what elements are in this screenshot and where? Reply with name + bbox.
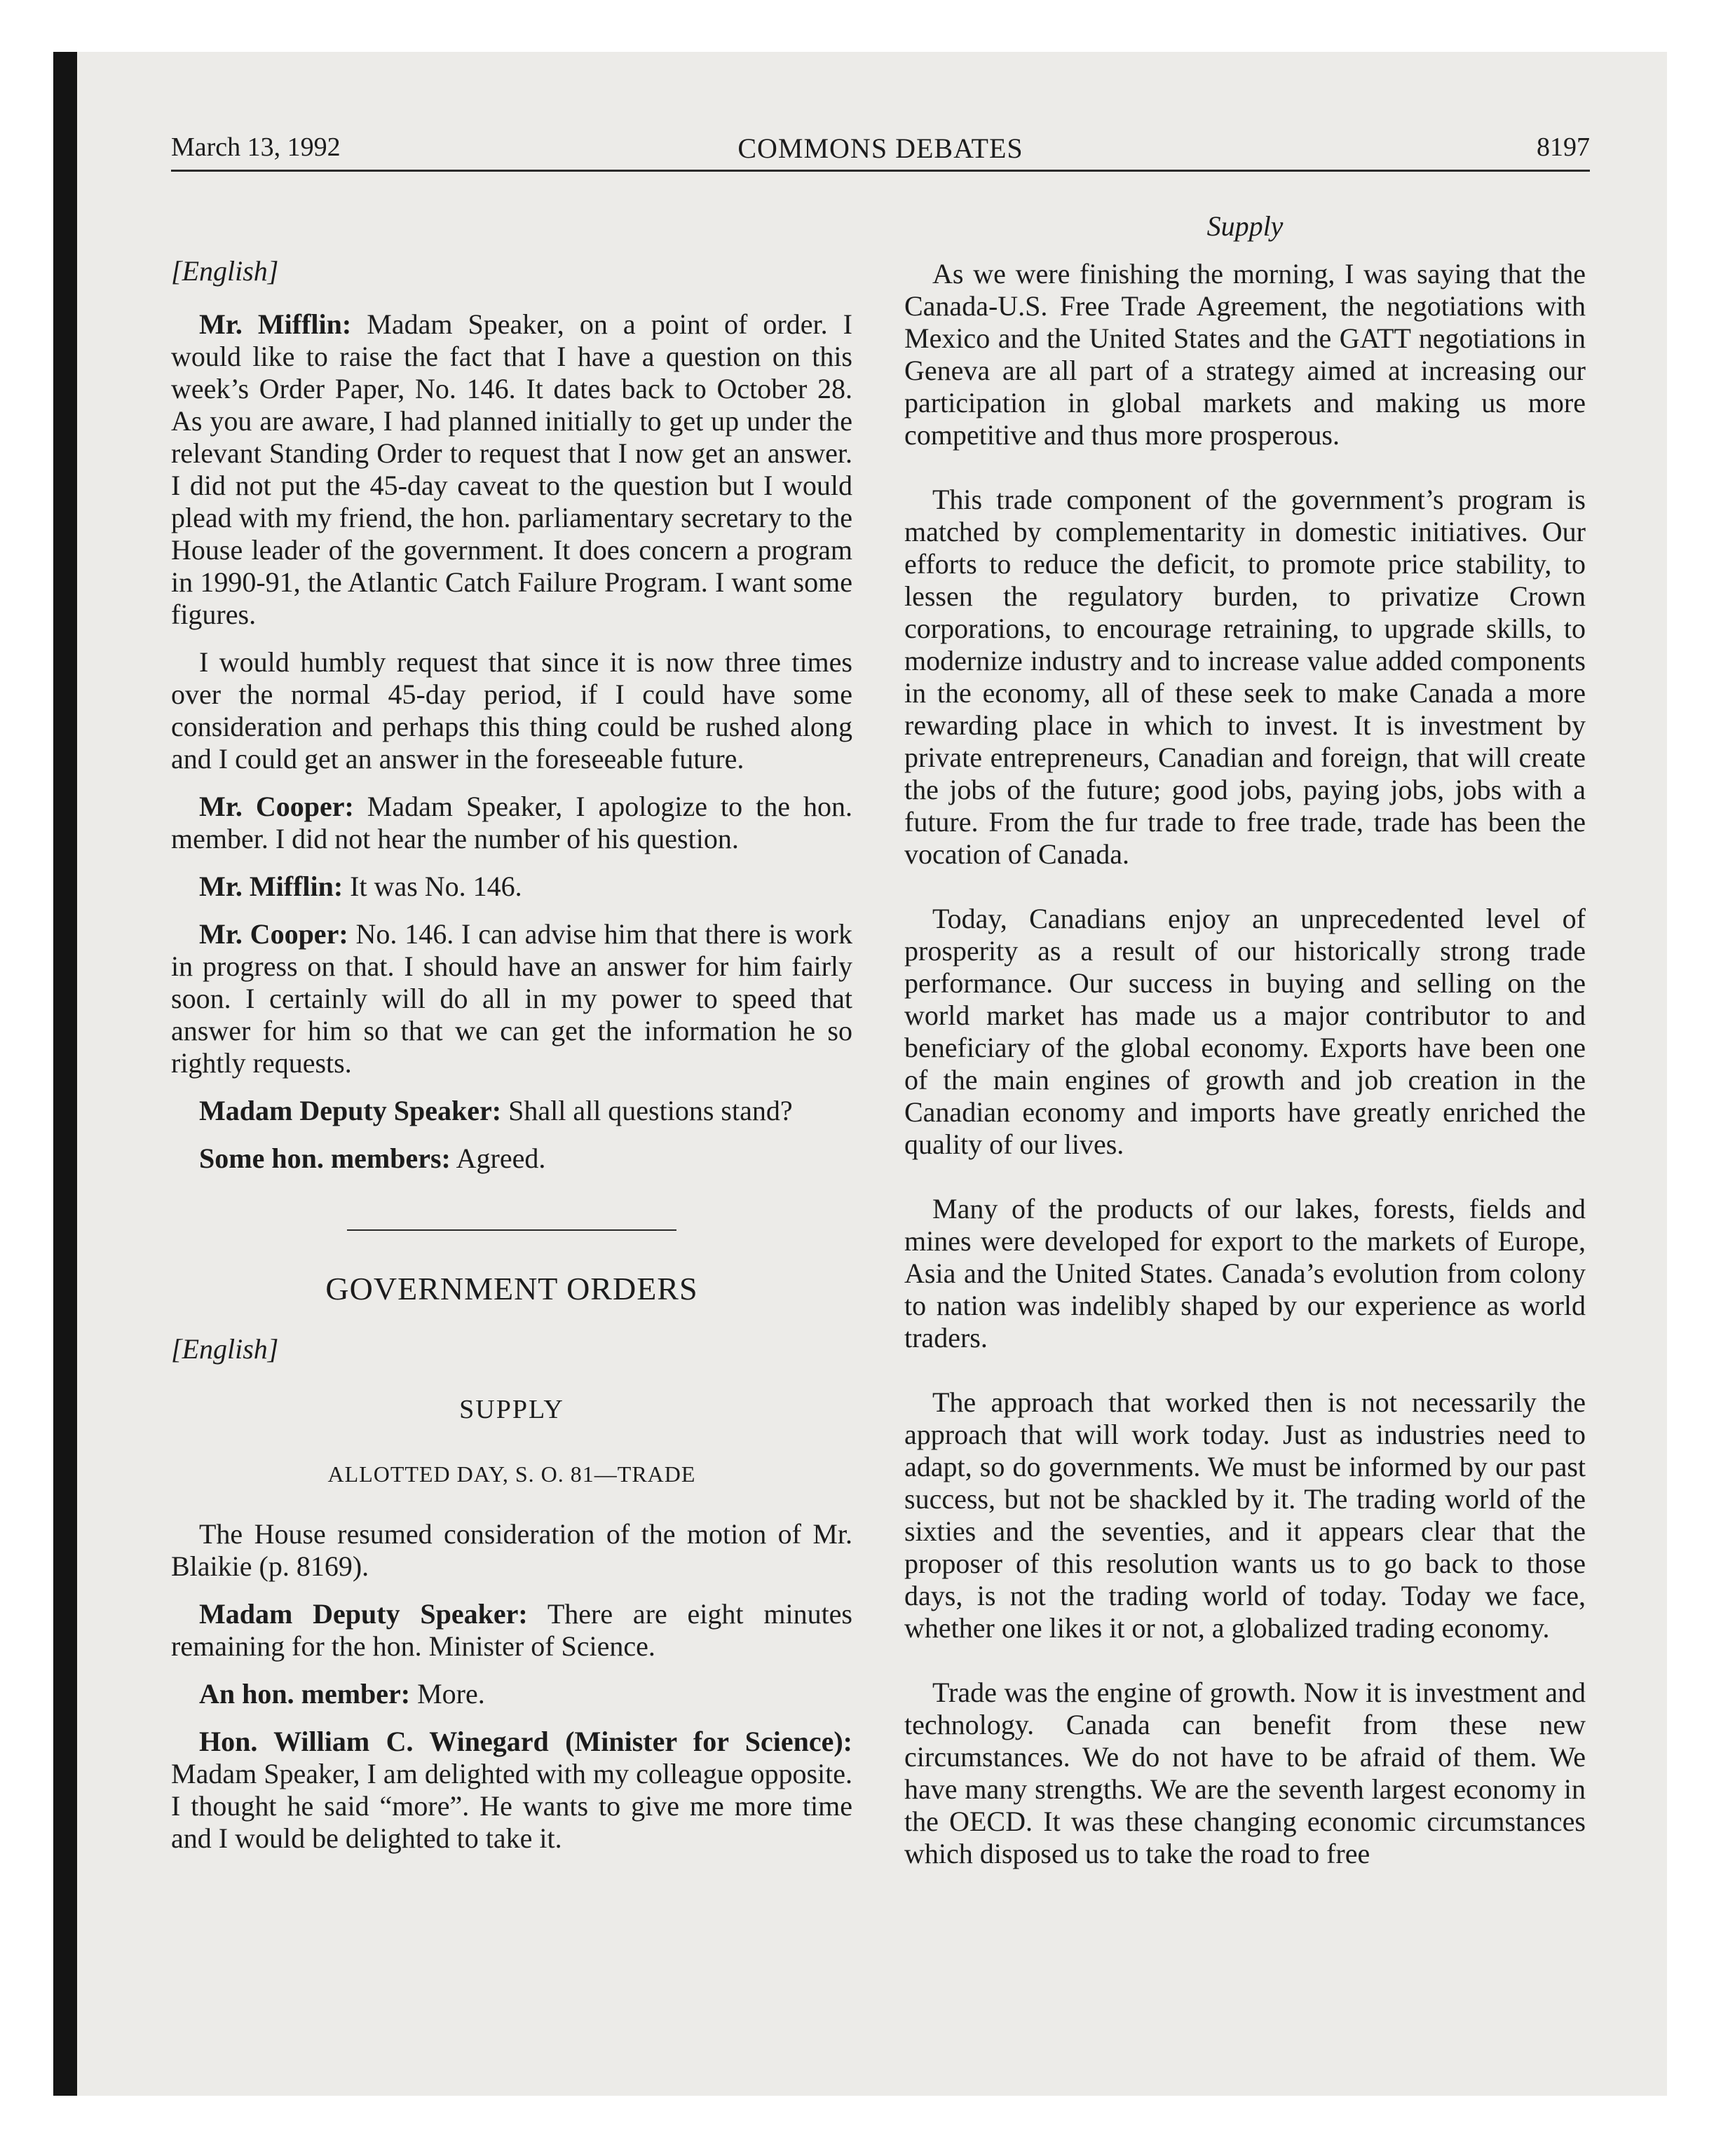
speaker-name: Madam Deputy Speaker: [199,1598,528,1630]
language-note: [English] [171,1333,279,1365]
section-heading: GOVERNMENT ORDERS [325,1271,698,1306]
speech-text: Madam Speaker, on a point of order. I would like to raise the fact that I have a question on this week’s Order Paper, No. 146. It dates back to October 28. As you are aware, I had planned initially to get up under the relevant Standing Order to request that I now get an answer. I did not put the 45-day caveat to the question but I would plead with my friend, the hon. parliamentary secretary to the House leader of the government. It does concern a program in 1990-91, the Atlantic Catch Failure Program. I want some figures. [171,308,852,630]
section-divider [347,1229,676,1231]
right-column [904,210,1586,1885]
paragraph [171,918,852,1079]
speech-text: It was No. 146. [343,871,522,902]
speaker-name: Mr. Cooper: [199,918,348,950]
language-note: [English] [171,255,279,287]
paragraph: Trade was the engine of growth. Now it is investment and technology. Canada can benefit from these new circumstances. We do not have to be afraid of them. We have many strengths. We are the seventh largest economy in the OECD. It was these changing economic circumstances which disposed us to take the road to free [904,1677,1586,1869]
paragraph: I would humbly request that since it is now three times over the normal 45-day period, if I could have some consideration and perhaps this thing could be rushed along and I could get an answer in the foreseeable future. [171,646,852,775]
speech-text: Madam Speaker, I am delighted with my colleague opposite. I thought he said “more”. He wants to give me more time and I would be delighted to take it. [171,1758,852,1854]
paragraph: Many of the products of our lakes, forests, fields and mines were developed for export to the markets of Europe, Asia and the United States. Canada’s evolution from colony to nation was indelibly shaped by our experience as world traders. [904,1193,1586,1353]
paragraph: The approach that worked then is not necessarily the approach that will work today. Just as industries need to adapt, so do governments. We must be informed by our past success, but not be shackled by it. The trading world of the sixties and the seventies, and it appears clear that the proposer of this resolution wants us to go back to those days, is not the trading world of today. Today we face, whether one likes it or not, a globalized trading economy. [904,1386,1586,1644]
subsection-subheading: ALLOTTED DAY, S. O. 81—TRADE [327,1461,696,1487]
speech-text: There are eight minutes remaining for the hon. Minister of Science. [171,1598,853,1662]
speaker-name: Mr. Mifflin: [199,308,352,340]
left-column [171,210,852,1870]
paragraph [171,1598,852,1663]
scan-binding-edge [53,52,77,2096]
running-head: Supply [1206,210,1284,242]
speech-text: Madam Speaker, I apologize to the hon. member. I did not hear the number of his question. [171,791,852,854]
paragraph [171,1095,852,1127]
speaker-name: Hon. William C. Winegard (Minister for Science): [199,1726,852,1757]
paragraph [171,791,852,855]
header-page-number: 8197 [1537,132,1590,162]
speaker-name: An hon. member: [199,1678,411,1710]
paragraph: The House resumed consideration of the motion of Mr. Blaikie (p. 8169). [171,1518,852,1582]
paragraph [171,308,852,631]
speech-text: No. 146. I can advise him that there is work in progress on that. I should have an answer for him fairly soon. I certainly will do all in my power to speed that answer for him so that we can get the information he so rightly requests. [171,918,853,1079]
speech-text: More. [410,1678,485,1710]
header-rule [171,170,1590,172]
page-header [171,126,1590,168]
speaker-name: Some hon. members: [199,1142,451,1174]
speaker-name: Mr. Cooper: [199,791,354,822]
speaker-name: Madam Deputy Speaker: [199,1095,502,1126]
paragraph [171,1142,852,1175]
paragraph [171,1726,852,1855]
header-title: COMMONS DEBATES [737,132,1023,164]
paragraph: Today, Canadians enjoy an unprecedented level of prosperity as a result of our historically strong trade performance. Our success in buying and selling on the world market has made us a major contributor to and beneficiary of the global economy. Exports have been one of the main engines of growth and job creation in the Canadian economy and imports have greatly enriched the quality of our lives. [904,903,1586,1160]
paragraph: This trade component of the government’s program is matched by complementarity in domestic initiatives. Our efforts to reduce the deficit, to promote price stability, to lessen the regulatory burden, to privatize Crown corporations, to encourage retraining, to upgrade skills, to modernize industry and to increase value added components in the economy, all of these seek to make Canada a more rewarding place in which to invest. It is investment by private entrepreneurs, Canadian and foreign, that will create the jobs of the future; good jobs, paying jobs, jobs with a future. From the fur trade to free trade, trade has been the vocation of Canada. [904,484,1586,870]
paragraph: As we were finishing the morning, I was saying that the Canada-U.S. Free Trade Agreement, the negotiations with Mexico and the United States and the GATT negotiations in Geneva are all part of a strategy aimed at increasing our participation in global markets and making us more competitive and thus more prosperous. [904,258,1586,451]
paragraph [171,1678,852,1710]
subsection-heading: SUPPLY [459,1395,564,1424]
speech-text: Shall all questions stand? [501,1095,793,1126]
speech-text: Agreed. [450,1142,546,1174]
header-date: March 13, 1992 [171,132,341,162]
speaker-name: Mr. Mifflin: [199,871,343,902]
paragraph [171,871,852,903]
